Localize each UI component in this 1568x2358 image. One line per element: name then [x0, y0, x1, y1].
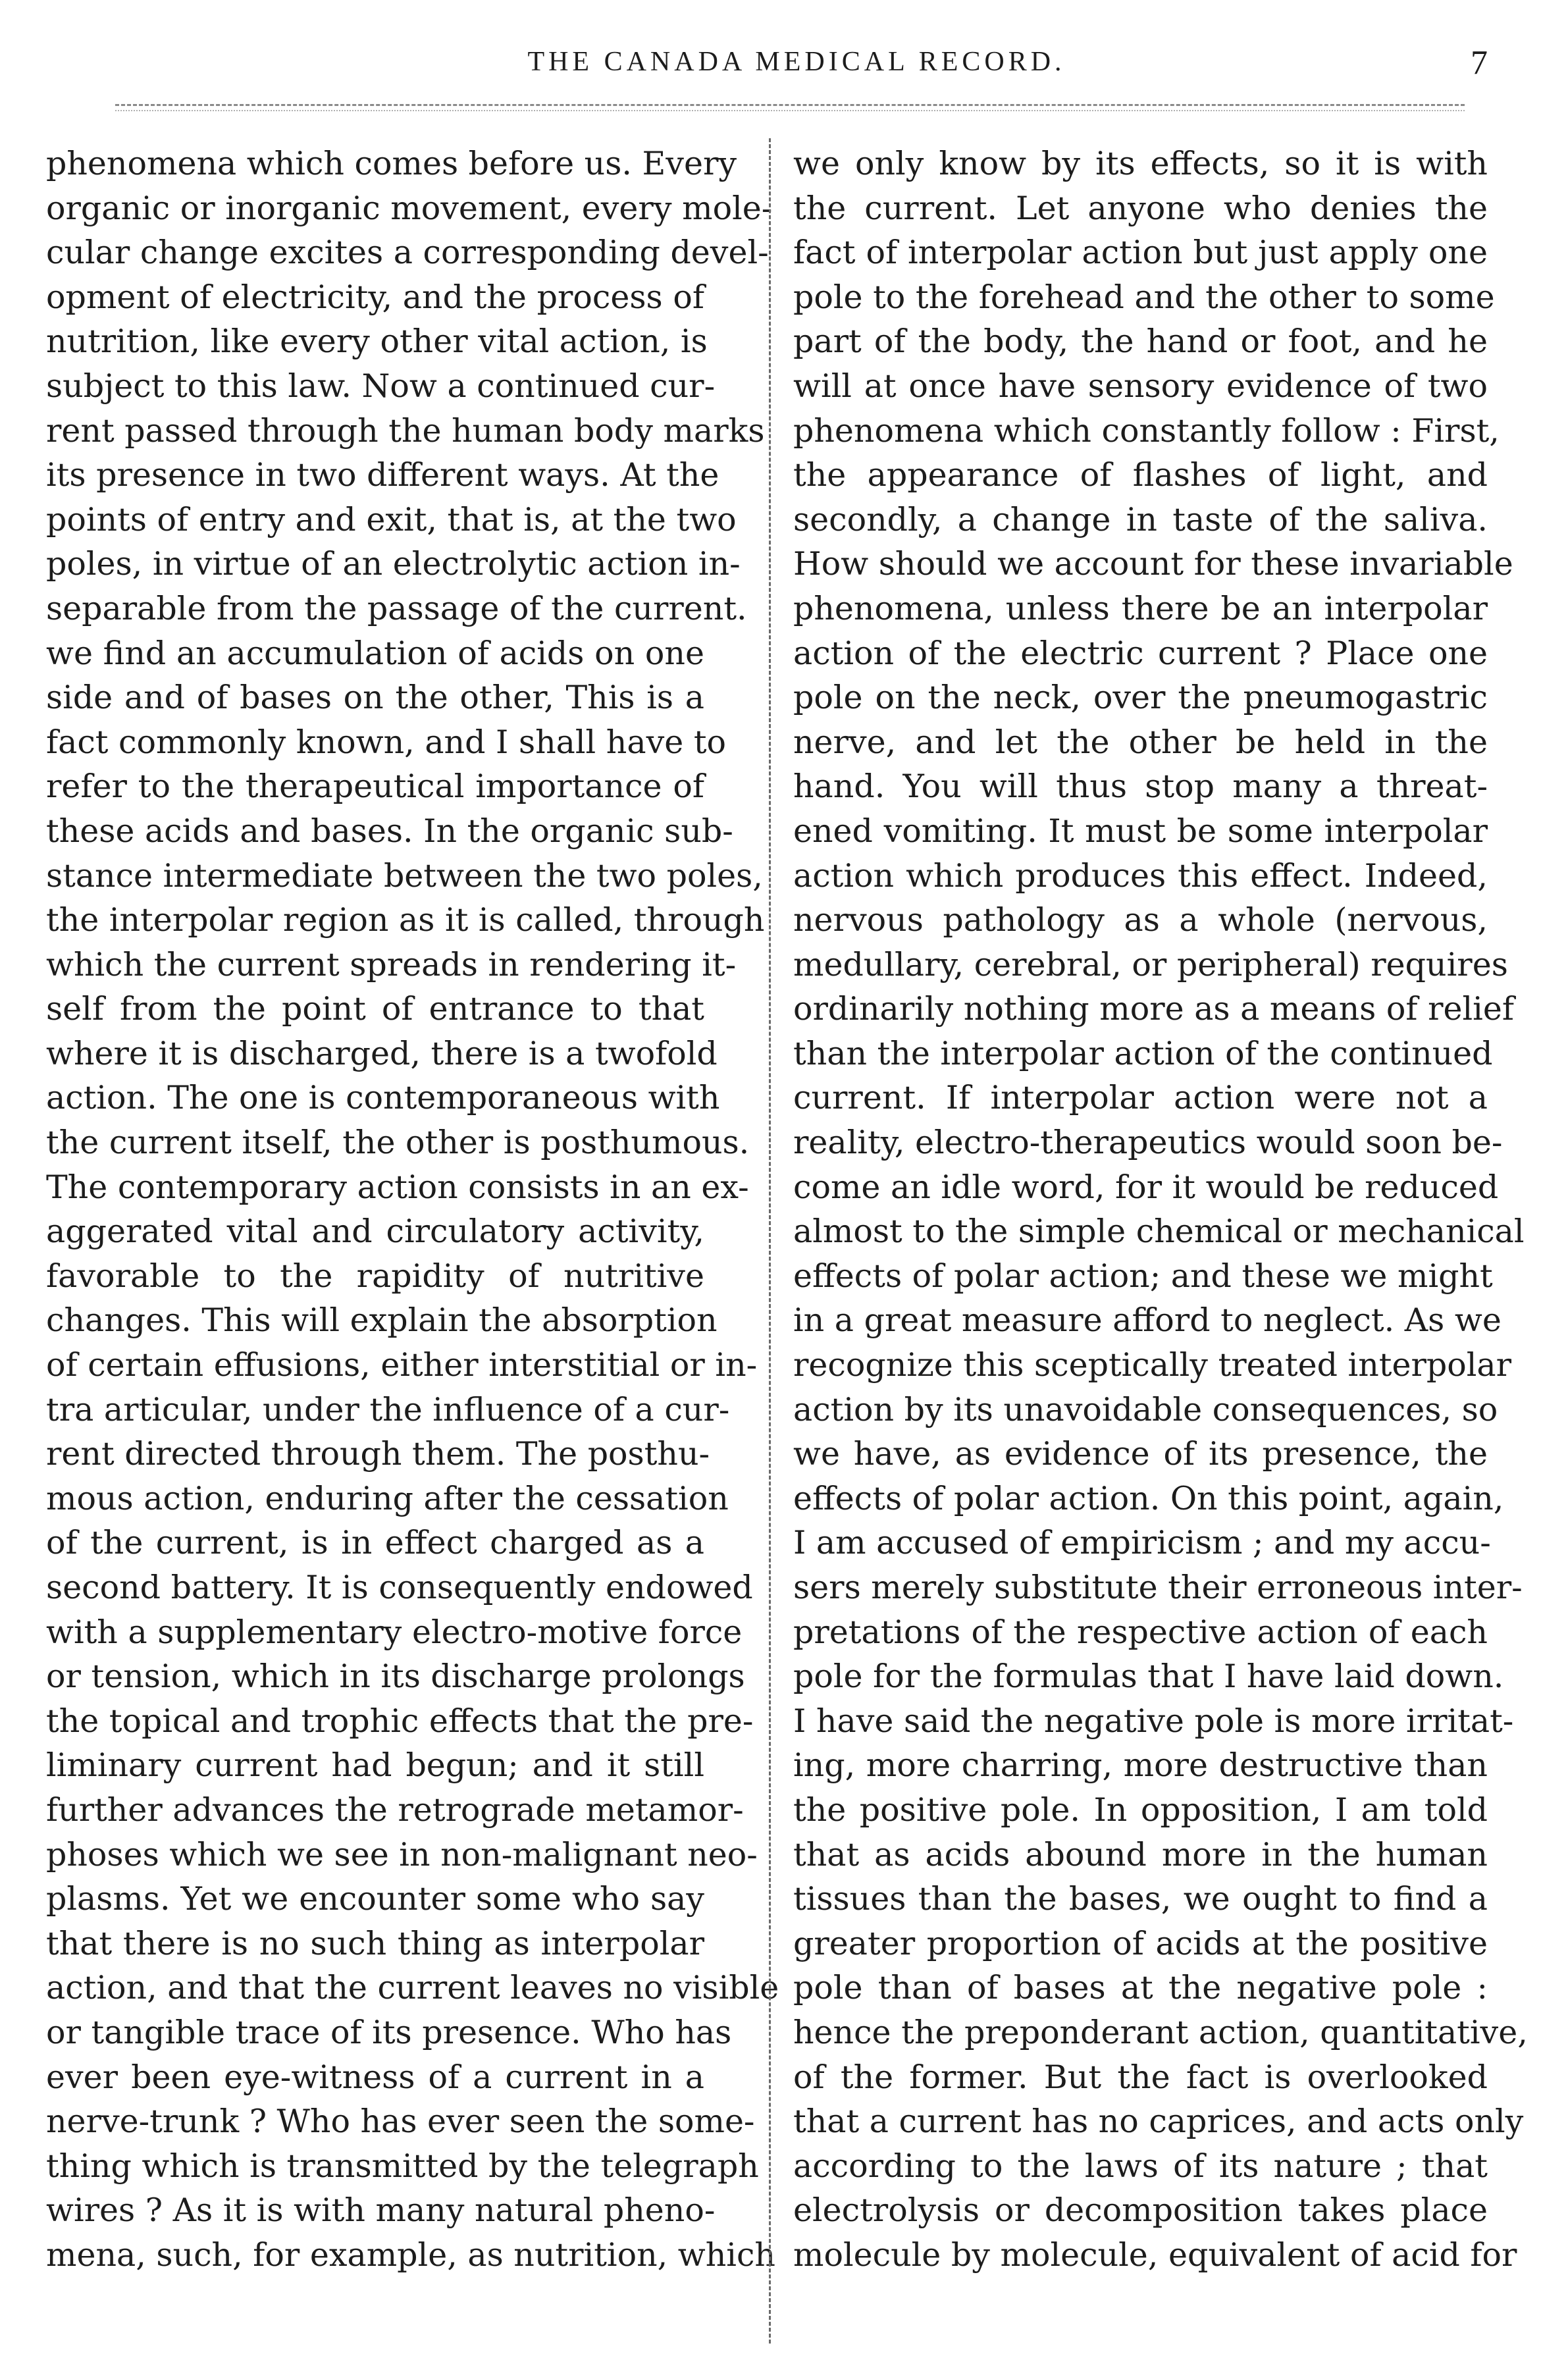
right-column: [793, 142, 1528, 2278]
text-line: tissues than the bases, we ought to find a: [793, 1880, 1488, 1918]
text-line: sers merely substitute their erroneous inter-: [793, 1569, 1523, 1606]
text-line: subject to this law. Now a continued cur-: [46, 367, 716, 405]
text-line: pretations of the respective action of each: [793, 1613, 1488, 1651]
text-line: aggerated vital and circulatory activity,: [46, 1213, 704, 1251]
text-line: greater proportion of acids at the positive: [793, 1924, 1488, 1962]
text-line: of certain effusions, either interstitial or in-: [46, 1346, 758, 1384]
text-line: action of the electric current ? Place one: [793, 634, 1488, 672]
text-line: action, and that the current leaves no visible: [46, 1969, 779, 2007]
text-line: separable from the passage of the current.: [46, 589, 747, 627]
text-line: The contemporary action consists in an ex-: [46, 1168, 749, 1206]
text-line: than the interpolar action of the continued: [793, 1034, 1493, 1072]
column-divider: [769, 138, 771, 2344]
text-line: or tension, which in its discharge prolongs: [46, 1658, 745, 1696]
text-line: tra articular, under the influence of a cur-: [46, 1390, 730, 1428]
text-line: points of entry and exit, that is, at the two: [46, 500, 737, 538]
text-line: action by its unavoidable consequences, so: [793, 1390, 1498, 1428]
text-line: nerve, and let the other be held in the: [793, 723, 1488, 761]
text-line: that a current has no caprices, and acts only: [793, 2103, 1524, 2141]
text-line: we have, as evidence of its presence, the: [793, 1435, 1488, 1473]
text-line: rent directed through them. The posthu-: [46, 1435, 710, 1473]
text-line: stance intermediate between the two poles,: [46, 856, 763, 895]
text-line: pole for the formulas that I have laid down.: [793, 1658, 1504, 1696]
text-line: plasms. Yet we encounter some who say: [46, 1880, 704, 1918]
text-line: fact of interpolar action but just apply one: [793, 234, 1488, 272]
text-line: phenomena, unless there be an interpolar: [793, 589, 1488, 627]
text-line: or tangible trace of its presence. Who has: [46, 2013, 732, 2051]
text-line: nutrition, like every other vital action, is: [46, 323, 708, 361]
text-line: further advances the retrograde metamor-: [46, 1791, 744, 1829]
text-line: phoses which we see in non-malignant neo-: [46, 1835, 758, 1873]
text-line: How should we account for these invariable: [793, 545, 1513, 583]
text-line: with a supplementary electro-motive force: [46, 1613, 743, 1651]
text-line: phenomena which constantly follow : First,: [793, 411, 1500, 450]
text-line: hand. You will thus stop many a threat-: [793, 768, 1488, 806]
text-line: nervous pathology as a whole (nervous,: [793, 901, 1488, 939]
text-line: recognize this sceptically treated interpolar: [793, 1346, 1512, 1384]
text-line: action which produces this effect. Indeed,: [793, 856, 1488, 895]
text-line: secondly, a change in taste of the saliva.: [793, 500, 1488, 538]
text-line: organic or inorganic movement, every mole-: [46, 189, 773, 227]
text-line: molecule by molecule, equivalent of acid for: [793, 2236, 1517, 2274]
text-line: ordinarily nothing more as a means of relief: [793, 990, 1514, 1028]
text-line: side and of bases on the other, This is a: [46, 679, 704, 717]
text-line: ing, more charring, more destructive than: [793, 1746, 1488, 1785]
text-line: its presence in two different ways. At the: [46, 456, 719, 494]
text-line: the current itself, the other is posthumous.: [46, 1124, 750, 1162]
text-line: in a great measure afford to neglect. As we: [793, 1301, 1502, 1340]
text-line: part of the body, the hand or foot, and he: [793, 323, 1488, 361]
text-line: mous action, enduring after the cessation: [46, 1479, 729, 1517]
running-head: [105, 46, 1488, 99]
text-line: the current. Let anyone who denies the: [793, 189, 1488, 227]
left-column: [46, 142, 779, 2278]
text-line: refer to the therapeutical importance of: [46, 768, 704, 806]
text-line: these acids and bases. In the organic sub-: [46, 812, 733, 850]
text-line: reality, electro-therapeutics would soon be-: [793, 1124, 1503, 1162]
text-line: mena, such, for example, as nutrition, which: [46, 2236, 775, 2274]
text-line: pole on the neck, over the pneumogastric: [793, 679, 1488, 717]
text-line: that there is no such thing as interpolar: [46, 1924, 704, 1962]
text-line: the positive pole. In opposition, I am told: [793, 1791, 1488, 1829]
text-line: fact commonly known, and I shall have to: [46, 723, 727, 761]
header-rule: [115, 104, 1465, 111]
text-line: electrolysis or decomposition takes place: [793, 2191, 1488, 2230]
text-line: poles, in virtue of an electrolytic action in-: [46, 545, 741, 583]
text-line: come an idle word, for it would be reduced: [793, 1168, 1499, 1206]
text-line: that as acids abound more in the human: [793, 1835, 1488, 1873]
text-line: pole to the forehead and the other to some: [793, 278, 1495, 316]
text-line: second battery. It is consequently endowed: [46, 1569, 753, 1606]
text-line: wires ? As it is with many natural pheno-: [46, 2191, 716, 2230]
text-line: effects of polar action. On this point, again,: [793, 1479, 1504, 1517]
page-number: 7: [1471, 44, 1488, 82]
text-line: opment of electricity, and the process of: [46, 278, 704, 316]
text-line: medullary, cerebral, or peripheral) requires: [793, 945, 1508, 983]
text-line: action. The one is contemporaneous with: [46, 1079, 720, 1117]
journal-title: THE CANADA MEDICAL RECORD.: [527, 47, 1066, 77]
text-line: rent passed through the human body marks: [46, 411, 765, 450]
text-line: where it is discharged, there is a twofold: [46, 1034, 718, 1072]
text-line: pole than of bases at the negative pole :: [793, 1969, 1488, 2007]
text-line: cular change excites a corresponding devel-: [46, 234, 769, 272]
text-line: I am accused of empiricism ; and my accu-: [793, 1524, 1491, 1562]
text-line: favorable to the rapidity of nutritive: [46, 1257, 704, 1295]
text-line: hence the preponderant action, quantitative,: [793, 2013, 1528, 2051]
text-line: the interpolar region as it is called, through: [46, 901, 765, 939]
text-line: liminary current had begun; and it still: [46, 1746, 704, 1785]
text-line: ened vomiting. It must be some interpolar: [793, 812, 1488, 850]
text-line: of the current, is in effect charged as a: [46, 1524, 704, 1562]
text-line: self from the point of entrance to that: [46, 990, 704, 1028]
text-line: according to the laws of its nature ; that: [793, 2147, 1488, 2185]
text-line: the topical and trophic effects that the pre-: [46, 1702, 754, 1740]
text-line: we only know by its effects, so it is with: [793, 145, 1488, 182]
text-line: thing which is transmitted by the telegraph: [46, 2147, 759, 2185]
text-line: almost to the simple chemical or mechanical: [793, 1213, 1525, 1251]
text-line: ever been eye-witness of a current in a: [46, 2058, 704, 2096]
text-line: current. If interpolar action were not a: [793, 1079, 1488, 1117]
text-line: of the former. But the fact is overlooked: [793, 2058, 1488, 2096]
text-line: I have said the negative pole is more irritat-: [793, 1702, 1514, 1740]
text-line: phenomena which comes before us. Every: [46, 145, 737, 182]
text-line: will at once have sensory evidence of two: [793, 367, 1488, 405]
text-line: changes. This will explain the absorption: [46, 1301, 718, 1340]
text-line: which the current spreads in rendering it-: [46, 945, 737, 983]
text-line: the appearance of flashes of light, and: [793, 456, 1488, 494]
text-line: effects of polar action; and these we might: [793, 1257, 1493, 1295]
text-line: we find an accumulation of acids on one: [46, 634, 704, 672]
text-line: nerve-trunk ? Who has ever seen the some-: [46, 2103, 755, 2141]
